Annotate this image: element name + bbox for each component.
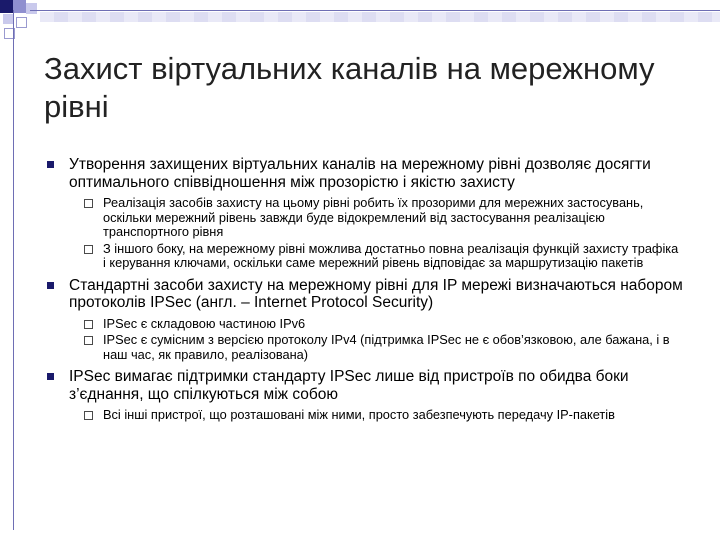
left-rule (13, 10, 14, 530)
slide-title: Захист віртуальних каналів на мережному рівні (44, 51, 655, 124)
sub-bullet-item (69, 408, 684, 423)
sub-bullet-item (69, 196, 684, 240)
hollow-square-bullet-icon (84, 336, 93, 345)
bullet-item (44, 277, 684, 363)
top-rule (30, 10, 720, 11)
hollow-square-bullet-icon (84, 199, 93, 208)
sub-bullet-text: Реалізація засобів захисту на цьому рівні робить їх прозорими для мережних застосувань, оскільки мережний рівень завжди буде відокремлений від застосування реалізацією транспортного рівня (103, 195, 644, 239)
sub-bullet-text: Всі інші пристрої, що розташовані між ними, просто забезпечують передачу IP-пакетів (103, 407, 615, 422)
bullet-list (44, 156, 684, 423)
sub-bullet-list (69, 196, 684, 271)
square-bullet-icon (47, 161, 54, 168)
bullet-text: Стандартні засоби захисту на мережному рівні для IP мережі визначаються набором протоколів IPSec (англ. – Internet Protocol Security) (69, 276, 683, 311)
corner-square-light-2 (3, 14, 13, 24)
hollow-square-bullet-icon (84, 245, 93, 254)
bullet-item (44, 156, 684, 271)
hollow-square-bullet-icon (84, 320, 93, 329)
sub-bullet-list (69, 408, 684, 423)
corner-square-medium (13, 0, 26, 13)
top-decorative-band (40, 12, 720, 22)
hollow-square-bullet-icon (84, 411, 93, 420)
bullet-item (44, 368, 684, 423)
sub-bullet-item (69, 333, 684, 362)
sub-bullet-text: IPSec є складовою частиною IPv6 (103, 315, 306, 331)
corner-square-dark (0, 0, 13, 13)
sub-bullet-text: IPSec є сумісним з версією протоколу IPv4 (підтримка IPSec не є обов’язковою, але бажана, і в наш час, як правило, реалізована) (103, 332, 670, 362)
sub-bullet-text: З іншого боку, на мережному рівні можлива достатньо повна реалізація функцій захисту трафіка і керування ключами, оскільки саме мережний рівень відповідає за маршрутизацію пакетів (103, 240, 679, 270)
sub-bullet-item (69, 317, 684, 332)
corner-square-light (26, 3, 37, 14)
square-bullet-icon (47, 373, 54, 380)
bullet-text: IPSec вимагає підтримки стандарту IPSec лише від пристроїв по обидва боки з’єднання, що спілкуються між собою (69, 368, 629, 403)
corner-square-outline (16, 17, 27, 28)
slide-body (44, 156, 684, 429)
sub-bullet-list (69, 317, 684, 363)
sub-bullet-item (69, 242, 684, 271)
square-bullet-icon (47, 282, 54, 289)
bullet-text: Утворення захищених віртуальних каналів на мережному рівні дозволяє досягти оптимального співвідношення між прозорістю і якістю захисту (69, 156, 651, 191)
